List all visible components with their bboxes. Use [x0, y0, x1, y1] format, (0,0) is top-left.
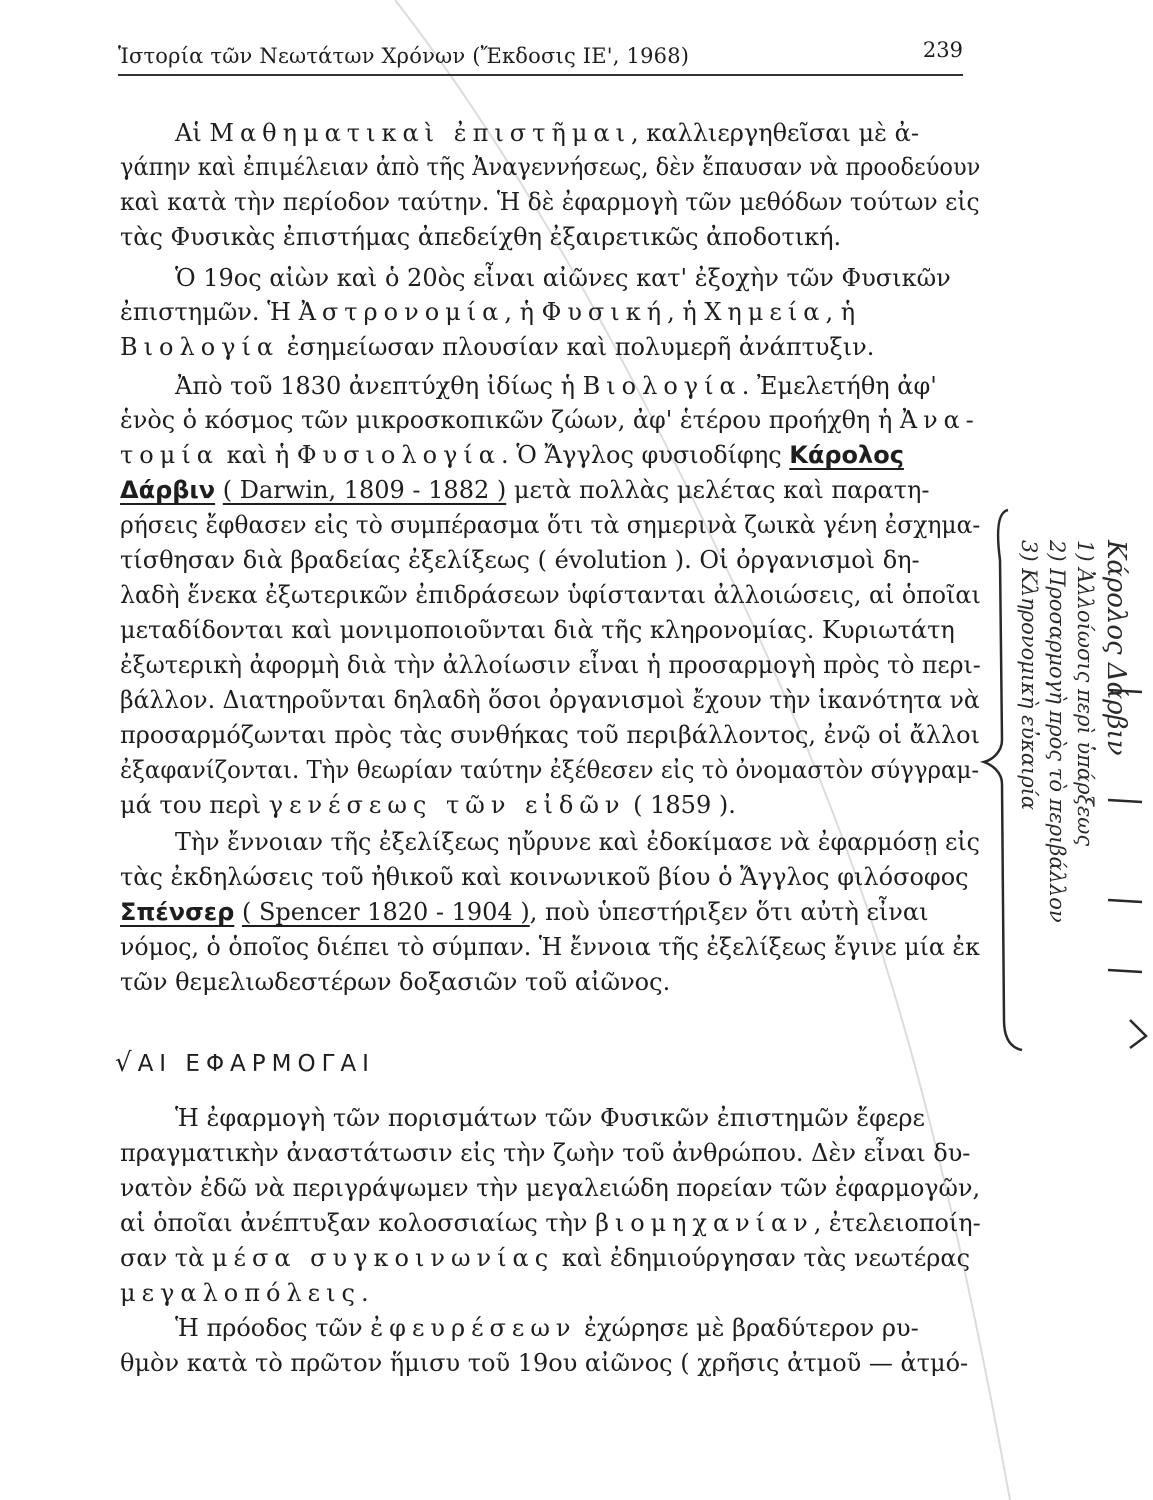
body-line: Σπένσερ ( Spencer 1820 - 1904 ), ποὺ ὑπεστήριξεν ὅτι αὐτὴ εἶναι: [120, 898, 929, 926]
curly-bracket-mark: [984, 510, 1022, 1050]
book-title: Ἱστορία τῶν Νεωτάτων Χρόνων (Ἔκδοσις ΙΕ', 1968): [118, 44, 690, 68]
section-line: θμὸν κατὰ τὸ πρῶτον ἥμισυ τοῦ 19ου αἰῶνος ( χρῆσις ἀτμοῦ — ἀτμό-: [120, 1349, 969, 1377]
section-line: πραγματικὴν ἀναστάτωσιν εἰς τὴν ζωὴν τοῦ ἀνθρώπου. Δὲν εἶναι δυ-: [120, 1139, 971, 1167]
body-line: Ὁ 19ος αἰὼν καὶ ὁ 20ὸς εἶναι αἰῶνες κατ' ἐξοχὴν τῶν Φυσικῶν: [175, 264, 951, 292]
body-line: τὰς Φυσικὰς ἐπιστήμας ἀπεδείχθη ἐξαιρετικῶς ἀποδοτική.: [120, 223, 842, 251]
body-line: Δάρβιν ( Darwin, 1809 - 1882 ) μετὰ πολλὰς μελέτας καὶ παρατη-: [120, 476, 930, 504]
section-heading: √ ΑΙ ΕΦΑΡΜΟΓΑΙ: [115, 1048, 375, 1078]
body-line: ἐπιστημῶν. Ἡ Ἀστρονομία, ἡ Φυσική, ἡ Χημεία, ἡ: [120, 298, 856, 326]
body-line: ἐξαφανίζονται. Τὴν θεωρίαν ταύτην ἐξέθεσεν εἰς τὸ ὀνομαστὸν σύγγραμ-: [120, 756, 980, 784]
body-line: τίσθησαν διὰ βραδείας ἐξελίξεως ( évolution ). Οἱ ὀργανισμοὶ δη-: [120, 546, 920, 574]
body-line: Βιολογία ἐσημείωσαν πλουσίαν καὶ πολυμερῆ ἀνάπτυξιν.: [120, 333, 875, 361]
body-line: ρήσεις ἔφθασεν εἰς τὸ συμπέρασμα ὅτι τὰ σημερινὰ ζωικὰ γένη ἐσχημα-: [120, 511, 981, 539]
handwritten-margin-notes: [980, 500, 1150, 1060]
body-line: Αἱ Μαθηματικαὶ ἐπιστῆμαι, καλλιεργηθεῖσαι μὲ ἀ-: [175, 119, 919, 147]
body-line: προσαρμόζωνται πρὸς τὰς συνθήκας τοῦ περιβάλλοντος, ἐνῷ οἱ ἄλλοι: [120, 721, 980, 749]
body-line: λαδὴ ἕνεκα ἐξωτερικῶν ἐπιδράσεων ὑφίστανται ἀλλοιώσεις, αἱ ὁποῖαι: [120, 581, 981, 609]
body-line: καὶ κατὰ τὴν περίοδον ταύτην. Ἡ δὲ ἐφαρμογὴ τῶν μεθόδων τούτων εἰς: [120, 188, 980, 216]
margin-checkmark: √: [115, 1048, 132, 1078]
body-line: Τὴν ἔννοιαν τῆς ἐξελίξεως ηὔρυνε καὶ ἐδοκίμασε νὰ ἐφαρμόσῃ εἰς: [175, 828, 980, 856]
section-line: Ἡ ἐφαρμογὴ τῶν πορισμάτων τῶν Φυσικῶν ἐπιστημῶν ἔφερε: [175, 1104, 925, 1132]
name-darvin: Δάρβιν: [120, 476, 216, 504]
body-line: μά του περὶ γενέσεως τῶν εἰδῶν ( 1859 ).: [120, 791, 736, 819]
body-line: νόμος, ὁ ὁποῖος διέπει τὸ σύμπαν. Ἡ ἔννοια τῆς ἐξελίξεως ἔγινε μία ἐκ: [120, 933, 980, 961]
body-line: γάπην καὶ ἐπιμέλειαν ἀπὸ τῆς Ἀναγεννήσεως, δὲν ἔπαυσαν νὰ προοδεύουν: [120, 153, 981, 181]
body-line: ἑνὸς ὁ κόσμος τῶν μικροσκοπικῶν ζώων, ἀφ' ἑτέρου προήχθη ἡ Ἀνα-: [120, 406, 980, 434]
body-line: βάλλον. Διατηροῦνται δηλαδὴ ὅσοι ὀργανισμοὶ ἔχουν τὴν ἱκανότητα νὰ: [120, 686, 980, 714]
section-line: νατὸν ἐδῶ νὰ περιγράψωμεν τὴν μεγαλειώδη πορείαν τῶν ἐφαρμογῶν,: [120, 1174, 981, 1202]
section-line: σαν τὰ μέσα συγκοινωνίας καὶ ἐδημιούργησαν τὰς νεωτέρας: [120, 1244, 971, 1272]
arrow-mark: [1130, 1020, 1146, 1048]
body-line: τὰς ἐκδηλώσεις τοῦ ἠθικοῦ καὶ κοινωνικοῦ βίου ὁ Ἄγγλος φιλόσοφος: [120, 863, 969, 891]
section-line: Ἡ πρόοδος τῶν ἐφευρέσεων ἐχώρησε μὲ βραδύτερον ρυ-: [175, 1314, 919, 1342]
name-spenser: Σπένσερ: [120, 898, 235, 926]
body-line: τομία καὶ ἡ Φυσιολογία. Ὁ Ἄγγλος φυσιοδίφης Κάρολος: [120, 441, 904, 469]
body-line: ἐξωτερικὴ ἀφορμὴ διὰ τὴν ἀλλοίωσιν εἶναι ἡ προσαρμογὴ πρὸς τὸ περι-: [120, 651, 981, 679]
body-line: τῶν θεμελιωδεστέρων δοξασιῶν τοῦ αἰῶνος.: [120, 968, 671, 996]
name-karolos: Κάρολος: [789, 441, 904, 469]
running-head: [118, 38, 963, 78]
note-line: 2) Προσαρμογὴ πρὸς τὸ περιβάλλον: [1045, 540, 1069, 923]
section-line: μεγαλοπόλεις.: [120, 1279, 369, 1307]
note-line: 1) Ἀλλοίωσις περὶ ὑπάρξεως: [1073, 540, 1097, 847]
note-line: 3) Κληρονομικὴ εὐκαιρία: [1017, 540, 1041, 811]
section-line: αἱ ὁποῖαι ἀνέπτυξαν κολοσσιαίως τὴν βιομηχανίαν, ἐτελειοποίη-: [120, 1209, 981, 1237]
header-rule: [118, 74, 963, 76]
page-number: 239: [922, 38, 963, 62]
body-line: μεταδίδονται καὶ μονιμοποιοῦνται διὰ τῆς κληρονομίας. Κυριωτάτη: [120, 616, 955, 644]
body-line: Ἀπὸ τοῦ 1830 ἀνεπτύχθη ἰδίως ἡ Βιολογία. Ἐμελετήθη ἀφ': [175, 372, 937, 400]
note-line: Κάρολος Δάρβιν: [1101, 540, 1131, 756]
